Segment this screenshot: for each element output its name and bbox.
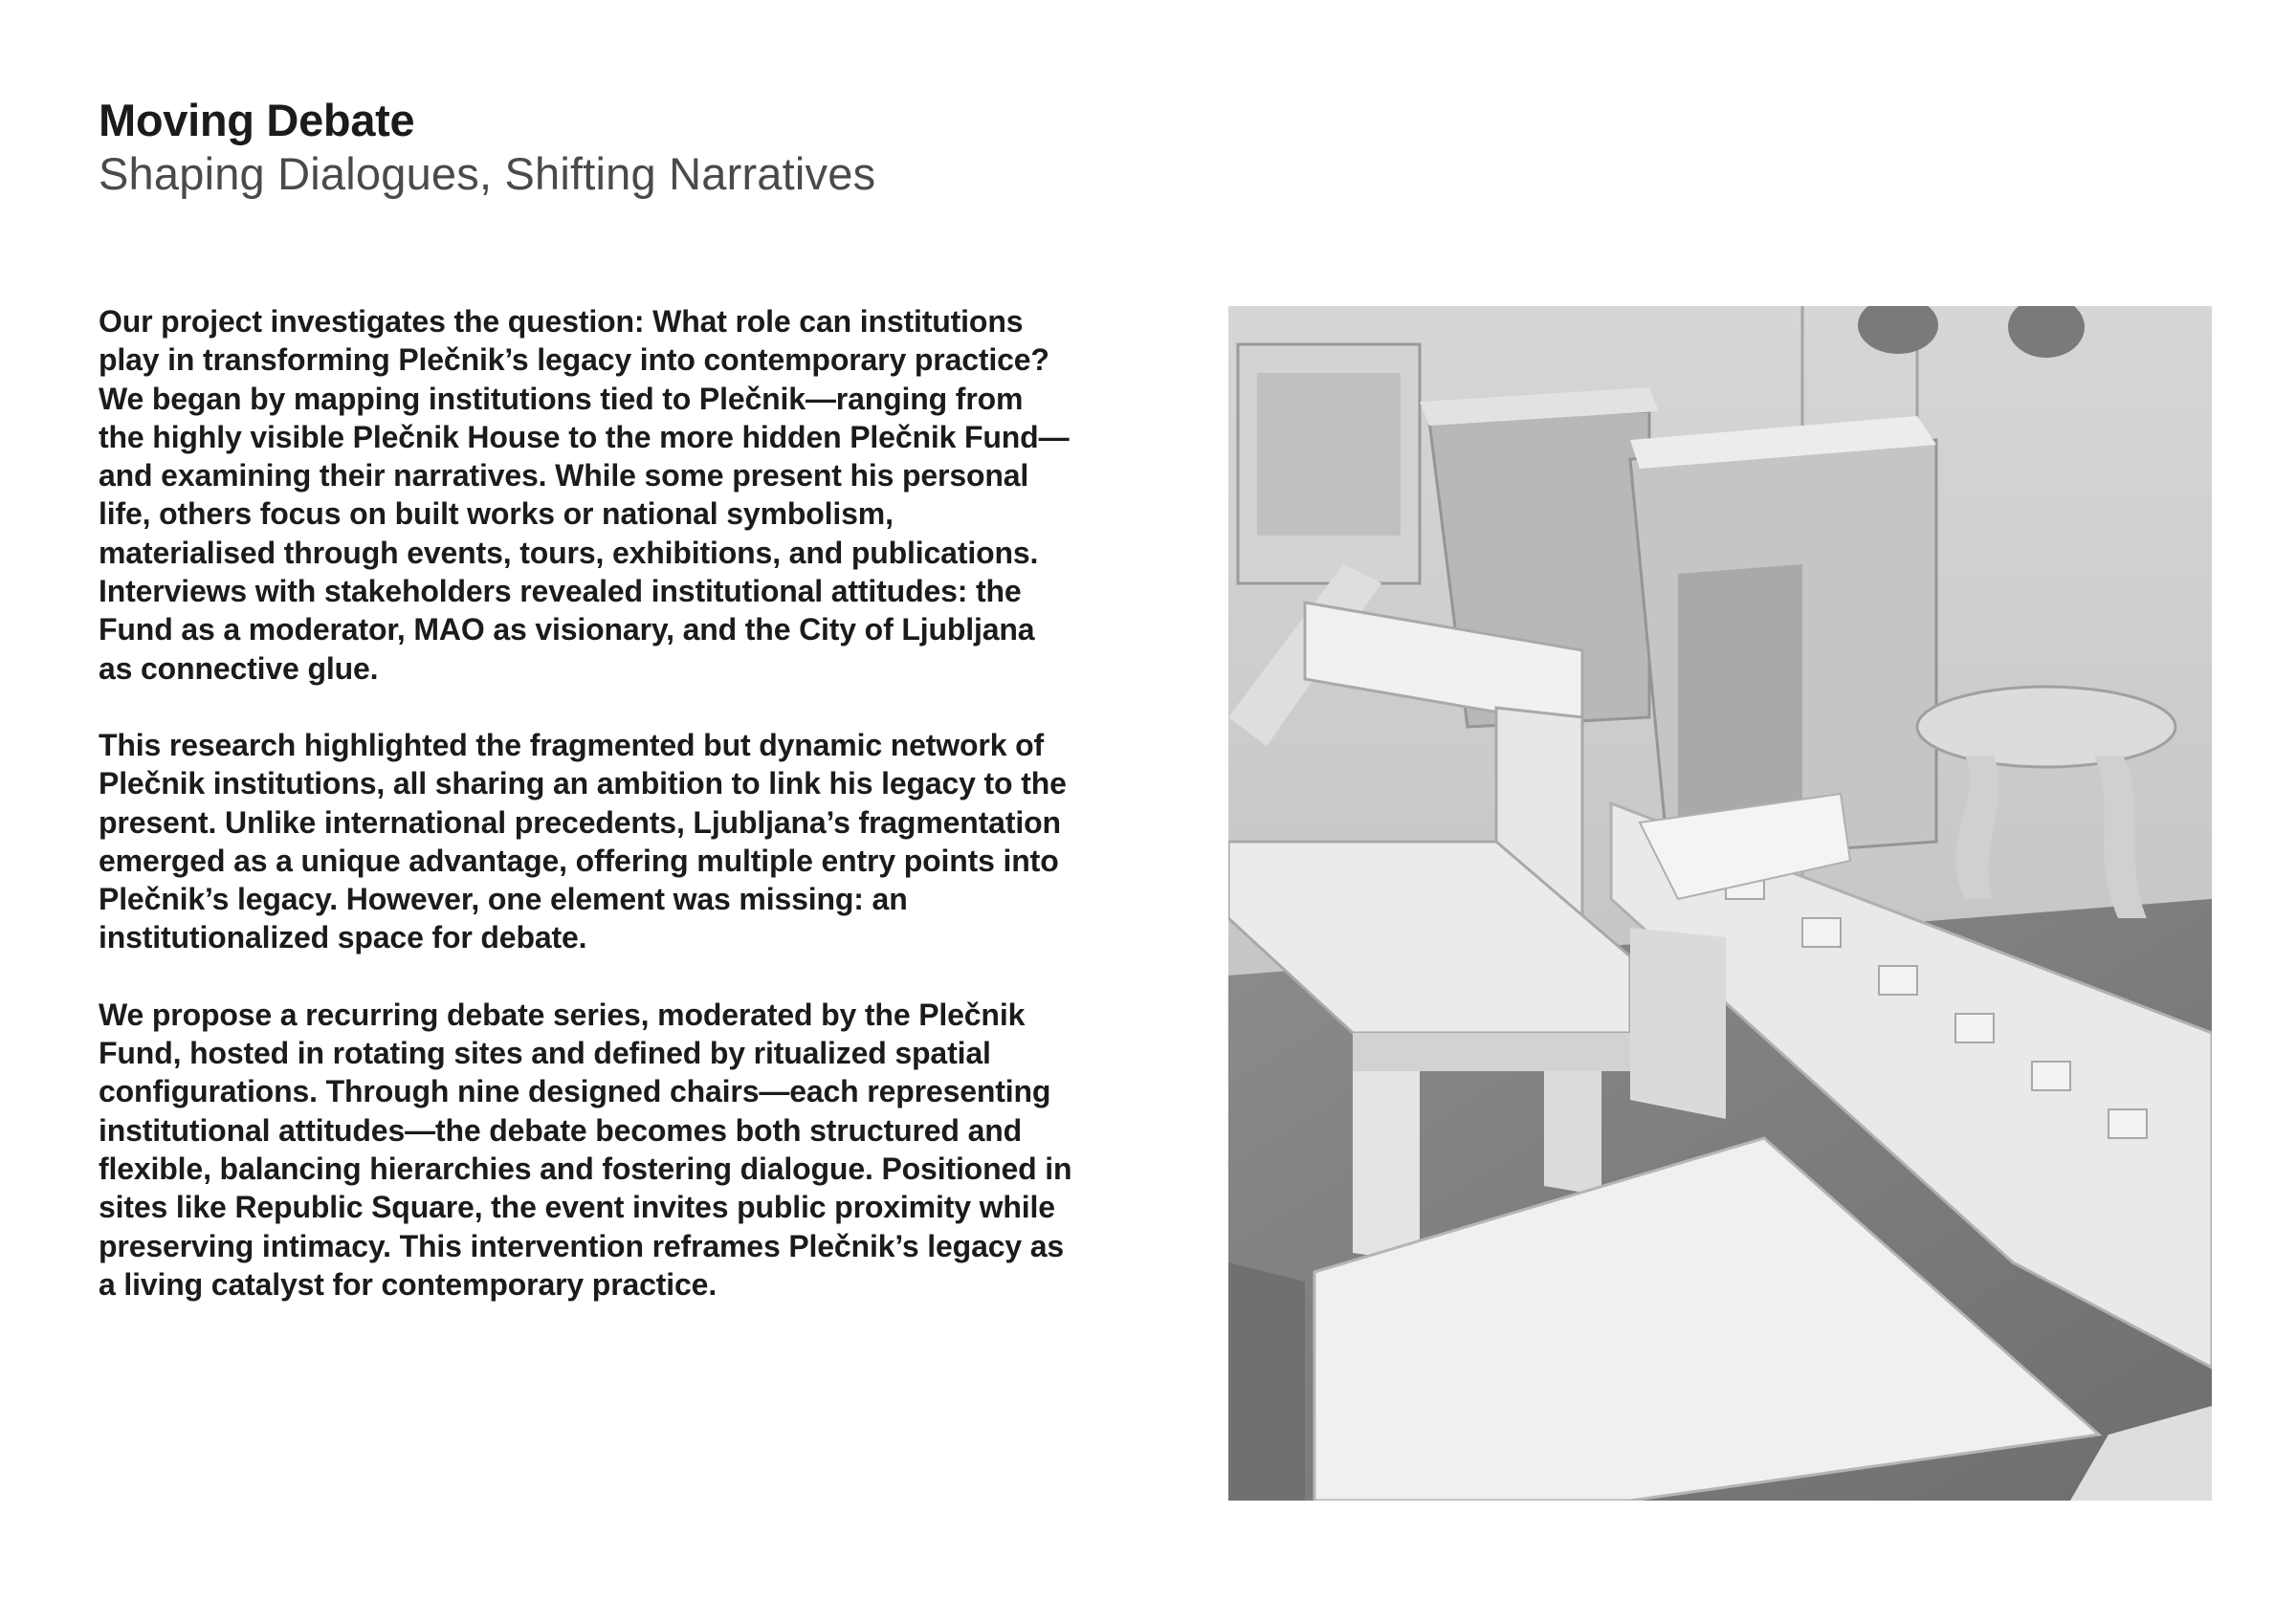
- paragraph-1: Our project investigates the question: What role can institutions play in transforming Plečnik’s legacy into contemporary practice? We began by mapping institutions tied to Plečnik—ranging from the highly visible Plečnik House to the more hidden Plečnik Fund—and examining their narratives. While some present his personal life, others focus on built works or national symbolism, materialised through events, tours, exhibitions, and publications. Interviews with stakeholders revealed institutional attitudes: the Fund as a moderator, MAO as visionary, and the City of Ljubljana as connective glue.: [99, 304, 1070, 686]
- body-text: [99, 302, 1074, 1342]
- paragraph-2: This research highlighted the fragmented but dynamic network of Plečnik institutions, all sharing an ambition to link his legacy to the present. Unlike international precedents, Ljubljana’s fragmentation emerged as a unique advantage, offering multiple entry points into Plečnik’s legacy. However, one element was missing: an institutionalized space for debate.: [99, 727, 1067, 955]
- page-title: Moving Debate: [99, 95, 415, 145]
- furniture-photo: [1228, 306, 2212, 1501]
- page-subtitle: Shaping Dialogues, Shifting Narratives: [99, 148, 876, 199]
- paragraph-3: We propose a recurring debate series, moderated by the Plečnik Fund, hosted in rotating sites and defined by ritualized spatial configurations. Through nine designed chairs—each representing institutional attitudes—the debate becomes both structured and flexible, balancing hierarchies and fostering dialogue. Positioned in sites like Republic Square, the event invites public proximity while preserving intimacy. This intervention reframes Plečnik’s legacy as a living catalyst for contemporary practice.: [99, 997, 1072, 1302]
- furniture-photo-illustration: [1228, 306, 2212, 1501]
